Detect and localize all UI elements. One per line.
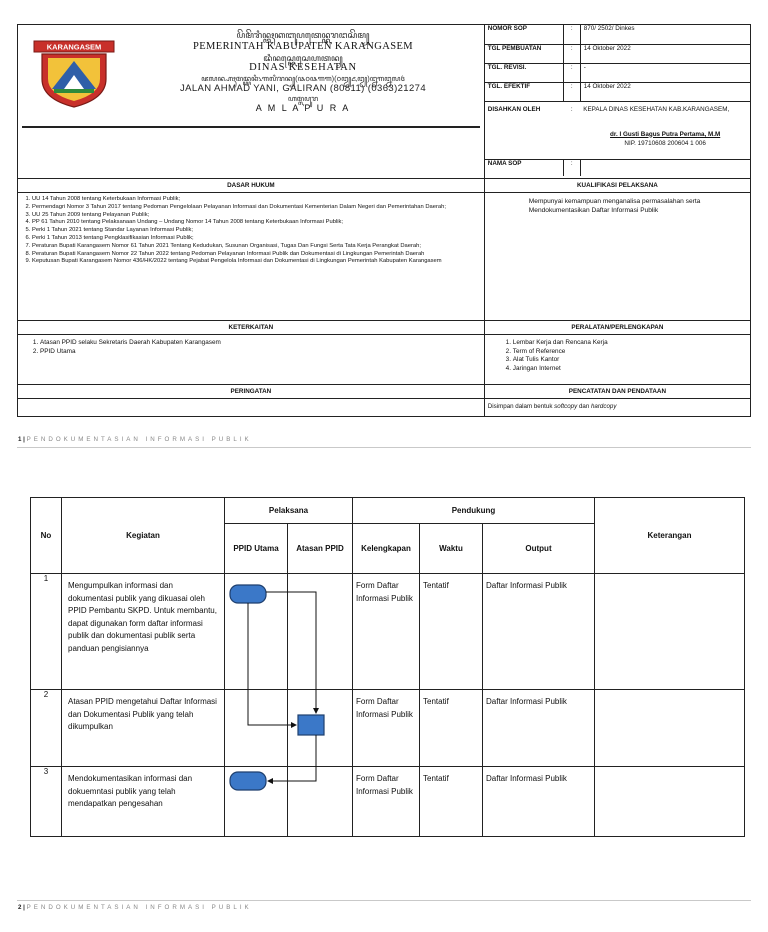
disahkan-label: DISAHKAN OLEH [485, 101, 564, 159]
colon: : [563, 159, 580, 176]
pencatatan-header: PENCATATAN DAN PENDATAAN [484, 385, 750, 399]
row-no: 2 [31, 690, 62, 767]
col-kegiatan-header: Kegiatan [62, 498, 225, 574]
row-kegiatan: Mendokumentasikan informasi dan dokuemntasi publik yang telah mendapatkan pengesahan [68, 774, 193, 808]
colon: : [563, 25, 580, 44]
row-no: 1 [31, 574, 62, 690]
list-item: 2. Permendagri Nomor 3 Tahun 2017 tentang Pedoman Pengelolaan Pelayanan Informasi dan Dokumentasi Kementerian Dalam Negeri dan Pemerintahan Daerah; [32, 204, 484, 212]
start-terminator-shape [230, 585, 266, 603]
colon: : [563, 101, 580, 159]
script-line-3: ꦗꦭꦤ꧀ꦲꦃꦩꦢ꧀ꦪꦤꦶ꧈ꦒꦭꦶꦫꦤ꧀(꧘꧐꧘꧑꧑)(꧐꧓꧖꧓)꧒꧑꧒꧗꧔ [201, 73, 405, 83]
office-name: DINAS KESEHATAN [249, 62, 357, 73]
row-kelengkapan: Form Daftar Informasi Publik [356, 581, 413, 603]
peralatan-header: PERALATAN/PERLENGKAPAN [484, 321, 750, 335]
colon: : [563, 63, 580, 82]
page-footer-1: 1 | PENDOKUMENTASIAN INFORMASI PUBLIK [18, 436, 252, 443]
row-kegiatan: Mengumpulkan informasi dan dokumentasi publik yang dikuasai oleh PPID Pembantu SKPD. Untuk membantu, dapat digunakan form daftar informasi publik dan dokumentasi publik serta panduan pengisiannya [68, 581, 217, 653]
row-kegiatan: Atasan PPID mengetahui Daftar Informasi dan Dokumentasi Publik yang telah dikumpulkan [68, 697, 217, 731]
col-keterangan-header: Keterangan [595, 498, 745, 574]
process-shape [298, 715, 324, 735]
tgl-pembuatan-label: TGL PEMBUATAN [485, 44, 564, 63]
list-item: 8. Peraturan Bupati Karangasem Nomor 22 Tahun 2022 tentang Pedoman Pelayanan Informasi Publik dan Dokumentasi di Lingkungan Pemerintah Daerah [32, 251, 484, 259]
row-output: Daftar Informasi Publik [486, 774, 567, 783]
row-output: Daftar Informasi Publik [486, 697, 567, 706]
list-item: 9. Keputusan Bupati Karangasem Nomor 436/HK/2022 tentang Pejabat Pengelola Informasi dan Dokumentasi di Lingkungan Pemerintah Kabupaten Karangasem [32, 258, 484, 266]
row-waktu: Tentatif [423, 581, 449, 590]
col-waktu-header: Waktu [420, 524, 483, 574]
dasar-hukum-header: DASAR HUKUM [18, 179, 485, 193]
row-output: Daftar Informasi Publik [486, 581, 567, 590]
tgl-efektif-value: 14 Oktober 2022 [580, 82, 750, 101]
logo-text: KARANGASEM [46, 42, 102, 52]
col-kelengkapan-header: Kelengkapan [353, 524, 420, 574]
col-output-header: Output [483, 524, 595, 574]
col-atasan-header: Atasan PPID [288, 524, 353, 574]
colon: : [563, 44, 580, 63]
list-item: 2. Term of Reference [513, 348, 750, 357]
end-terminator-shape [230, 772, 266, 790]
row-kelengkapan: Form Daftar Informasi Publik [356, 697, 413, 719]
footer-rule-2 [17, 900, 751, 901]
script-line-4: ꦲꦩ꧀ꦭꦥꦸꦫ [287, 93, 319, 103]
address: JALAN AHMAD YANI, GALIRAN (80811) (0363)21274 [179, 83, 427, 94]
keterkaitan-header: KETERKAITAN [18, 321, 485, 335]
col-ppid-utama-header: PPID Utama [225, 524, 288, 574]
col-no-header: No [31, 498, 62, 574]
city-name: A M L A P U R A [255, 103, 351, 113]
list-item: 1. Atasan PPID selaku Sekretaris Daerah Kabupaten Karangasem [40, 339, 484, 348]
disahkan-name: dr. I Gusti Bagus Putra Pertama, M.M [610, 130, 721, 138]
script-line-1: ꦥꦼꦩꦼꦫꦶꦤ꧀ꦠꦃꦏꦧꦸꦥꦠꦺꦤ꧀ꦏꦫꦔꦱꦼꦩ꧀ [236, 30, 370, 40]
list-item: 5. Perki 1 Tahun 2021 tentang Standar Layanan Informasi Publik; [32, 227, 484, 235]
tgl-pembuatan-value: 14 Oktober 2022 [580, 44, 750, 63]
list-item: 7. Peraturan Bupati Karangasem Nomor 61 Tahun 2021 Tentang Kedudukan, Susunan Organisasi, Tugas Dan Fungsi Serta Tata Kerja Perangkat Daerah; [32, 243, 484, 251]
script-line-2: ꦢꦶꦤꦱ꧀ꦏꦺꦱꦺꦲꦠꦤ꧀ [263, 52, 343, 63]
tgl-revisi-label: TGL. REVISI. [485, 63, 564, 82]
nomor-sop-value: 870/ 2502/ Dinkes [580, 25, 750, 44]
row-waktu: Tentatif [423, 697, 449, 706]
tgl-revisi-value: - [580, 63, 750, 82]
pencatatan-text: Disimpan dalam bentuk softcopy dan hardcopy [487, 403, 617, 410]
list-item: 6. Perki 1 Tahun 2013 tentang Pengklasifikasian Informasi Publik; [32, 235, 484, 243]
page-footer-2: 2 | PENDOKUMENTASIAN INFORMASI PUBLIK [18, 904, 252, 911]
peringatan-header: PERINGATAN [18, 385, 485, 399]
kualifikasi-text: Mempunyai kemampuan menganalisa permasalahan serta Mendokumentasikan Daftar Informasi Publik [528, 198, 701, 214]
list-item: 4. PP 61 Tahun 2010 tentang Pelaksanaan Undang – Undang Nomor 14 Tahun 2008 tentang Keterbukaan Informasi Publik; [32, 219, 484, 227]
row-waktu: Tentatif [423, 774, 449, 783]
disahkan-nip: NIP. 19710608 200604 1 006 [624, 139, 706, 147]
list-item: 1. UU 14 Tahun 2008 tentang Keterbukaan Informasi Publik; [32, 196, 484, 204]
row-no: 3 [31, 767, 62, 837]
government-name: PEMERINTAH KABUPATEN KARANGASEM [192, 41, 414, 52]
col-pelaksana-header: Pelaksana [225, 498, 353, 524]
col-pendukung-header: Pendukung [353, 498, 595, 524]
row-kelengkapan: Form Daftar Informasi Publik [356, 774, 413, 796]
list-item: 1. Lembar Kerja dan Rencana Kerja [513, 339, 750, 348]
disahkan-title: KEPALA DINAS KESEHATAN KAB.KARANGASEM, [583, 105, 730, 113]
kualifikasi-header: KUALIFIKASI PELAKSANA [484, 179, 750, 193]
nomor-sop-label: NOMOR SOP [485, 25, 564, 44]
nama-sop-label: NAMA SOP [485, 159, 564, 176]
flow-connector-2 [248, 603, 296, 725]
list-item: 3. UU 25 Tahun 2009 tentang Pelayanan Publik; [32, 212, 484, 220]
flow-connector-3 [268, 735, 316, 781]
list-item: 4. Jaringan Internet [513, 365, 750, 374]
flow-connector-1 [266, 592, 316, 713]
colon: : [563, 82, 580, 101]
tgl-efektif-label: TGL. EFEKTIF [485, 82, 564, 101]
list-item: 2. PPID Utama [40, 348, 484, 357]
list-item: 3. Alat Tulis Kantor [513, 356, 750, 365]
